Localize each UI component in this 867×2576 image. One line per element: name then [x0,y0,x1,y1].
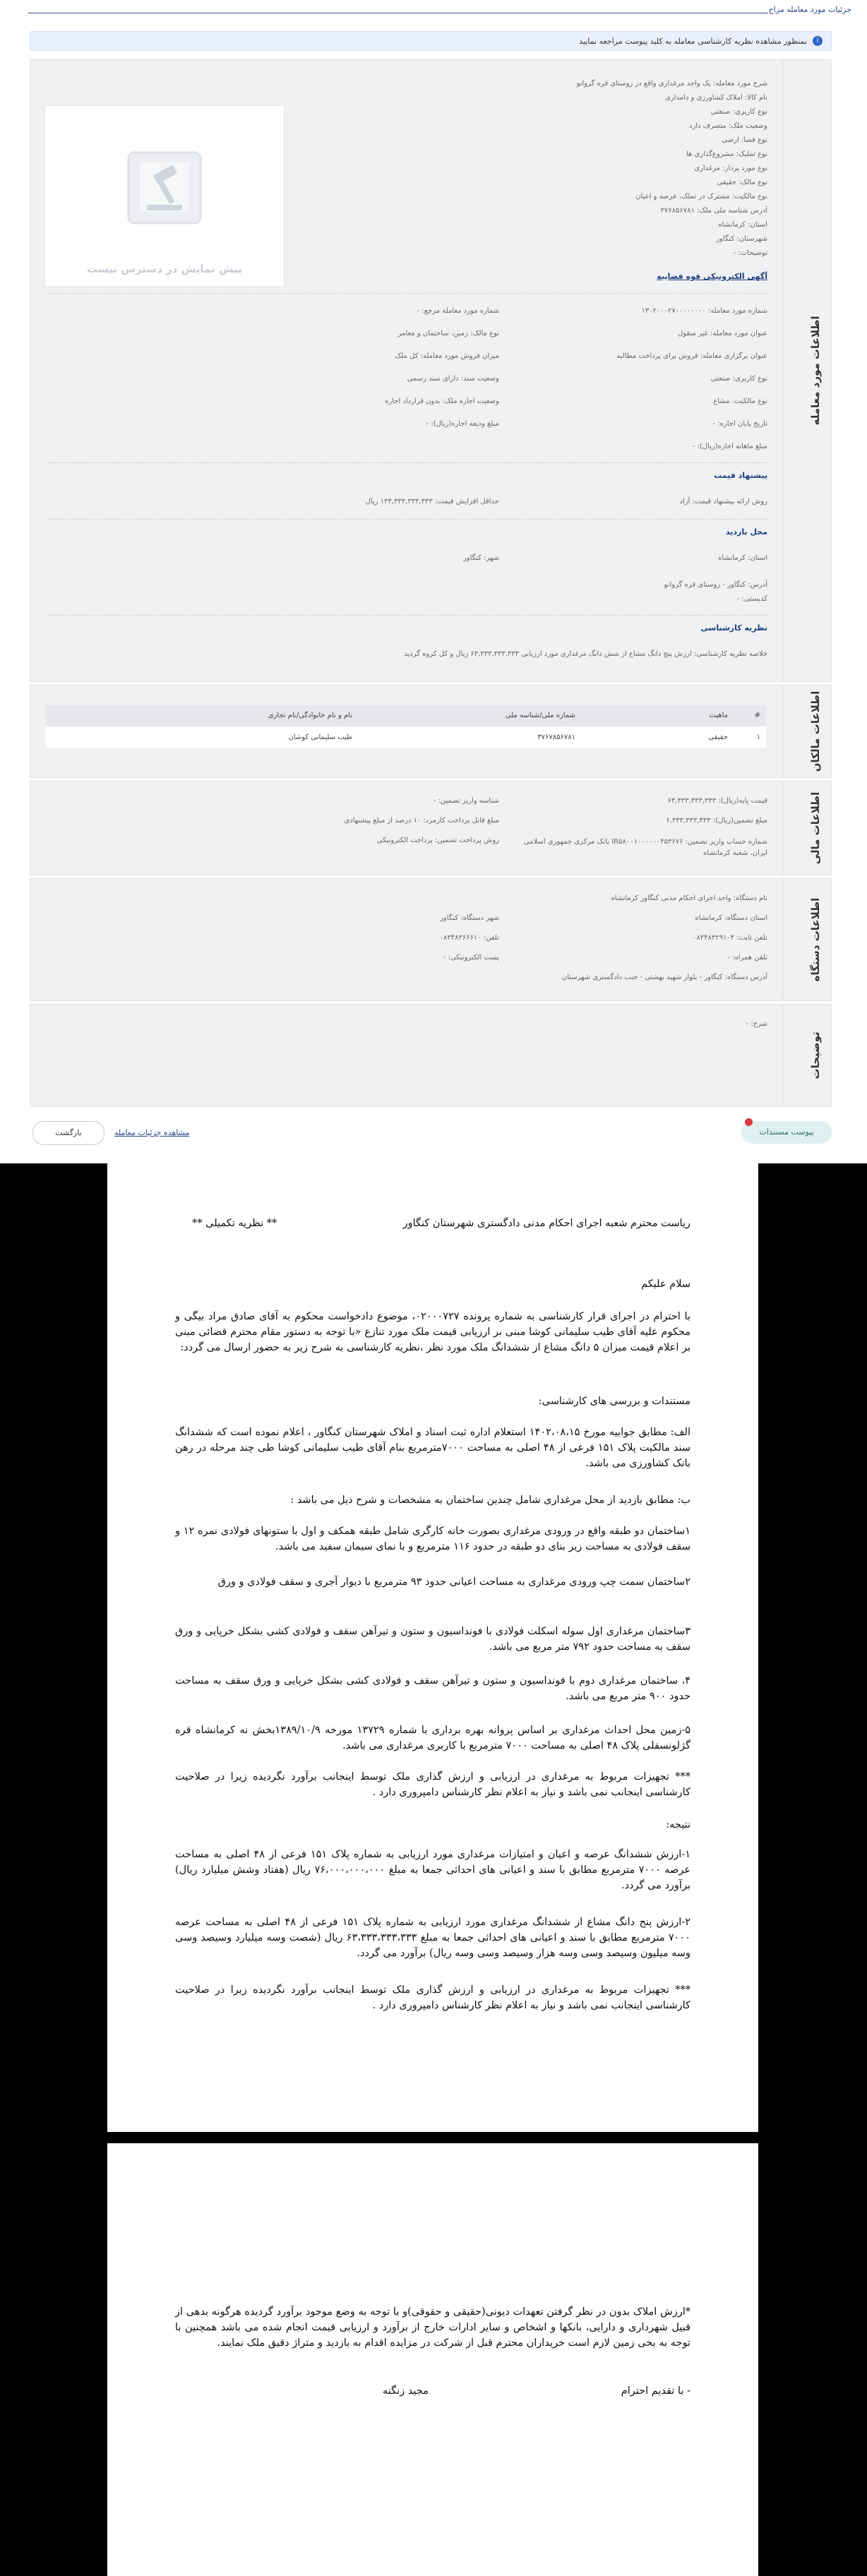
field-account: شماره حساب واریز تضمین: IR۵۸۰۰۱۰۰۰۰۰۰۴۵۳۶۷۶ بانک مرکزی جمهوری اسلامی ایران، شعبه کرمانشاه [523,838,767,857]
doc-result-1: ۱-ارزش ششدانگ عرصه و اعیان و امتیازات مرغداری مورد ارزیابی به شماره پلاک ۱۵۱ فرعی از ۴۸ اصلی به مساحت عرصه ۷۰۰۰ مترمربع مطابق با سند و اعیانی های احداثی جمعا به مبلغ ۷۶،۰۰۰،۰۰۰،۰۰۰ ریال (هفتاد وشش میلیارد ریال) برآورد می گردد. [175,1849,691,1891]
document-viewer[interactable] [0,1163,867,2576]
field-lease-status: وضعیت اجاره ملک: بدون قرارداد اجاره [385,397,499,405]
owners-table [46,705,766,748]
document-page-2 [107,2143,758,2576]
doc-item-3: ۳ساختمان مرغداری اول سوله اسکلت فولادی با فونداسیون و ستون و تیرآهن سقف و فولادی کشی بشکل خرپایی و ورق سقف به مساحت حدود ۷۹۲ متر مربع می باشد. [175,1626,690,1653]
doc-item-1: ۱ساختمان دو طبقه واقع در ورودی مرغداری بصورت خانه کارگری شامل طبقه همکف و اول با ستونهای فولادی نمره ۱۲ و سقف فولادی به مساحت زیر بنای دو طبقه در حدود ۱۱۶ مترمربع و با نمای سیمان سفید می باشد. [175,1526,690,1552]
divider [47,293,767,294]
field-landline: تلفن ثابت: ۰۸۳۴۸۳۲۹۱۰۳ [692,934,767,942]
field-agency-city: شهر دستگاه: کنگاور [440,914,499,922]
field-lease-end: تاریخ پایان اجاره: - [712,420,767,428]
notes-panel [30,1004,832,1107]
field-deal-number: شماره مورد معامله: ۱۳۰۲۰۰۰۲۷۰۰۰۰۰۰۰۰ [641,307,767,315]
desc-line: نوع مالکیت: مشترک در تملک، عرصه و اعیان [635,193,767,200]
field-visit-city: شهر: کنگاور [462,554,499,562]
field-guarantee: مبلغ تضمین(ریال): ۶,۳۳۳,۳۳۳,۳۳۳ [666,817,767,825]
divider [47,615,767,616]
owners-tab: اطلاعات مالکان [782,685,831,777]
attachments-button[interactable] [741,1121,832,1144]
page-title: جزئیات مورد معامله مزاج [768,5,851,14]
table-header [46,705,766,726]
info-notice [30,31,832,51]
doc-header-left: ** نظریه تکمیلی ** [192,1218,277,1229]
field-owner-type: نوع مالک: زمین، ساختمان و معامر [397,330,499,337]
doc-section-evidence: مستندات و بررسی های کارشناسی: [538,1396,690,1407]
doc-item-4: ۴، ساختمان مرغداری دوم با فونداسیون و ستون و تیرآهن سقف و فولادی کشی بشکل خرپایی و ورق سقف به مساحت حدود ۹۰۰ متر مربع می باشد. [175,1675,690,1702]
financial-panel [30,781,832,875]
cell-name: طیب سلیمانی کوشان [46,726,358,749]
desc-line: نوع فضا: ارضی [722,136,767,144]
field-base-price: قیمت پایه(ریال): ۶۳,۳۳۳,۳۳۳,۳۳۳ [667,797,767,805]
field-deposit: مبلغ ودیعه اجاره(ریال): - [426,420,499,428]
attachments-label: پیوست مستندات [759,1127,814,1137]
doc-header-right: ریاست محترم شعبه اجرای احکام مدنی دادگستری شهرستان کنگاور [402,1218,690,1229]
field-mobile: تلفن همراه: - [727,954,767,961]
desc-line: نام کالا: املاک کشاورزی و دامداری [665,94,767,102]
desc-line: وضعیت ملک: متصرف دارد [689,122,767,130]
divider [47,462,767,463]
back-button[interactable]: بازگشت [32,1121,104,1145]
field-agency-address: آدرس دستگاه: کنگاور - بلوار شهید بهشتی - جنب دادگستری شهرستان [561,974,767,981]
divider [47,519,767,520]
doc-intro: با احترام در اجرای قرار کارشناسی به شماره پرونده ۰۲۰۰۰۷۲۷، موضوع دادخواست محکوم به آقای صادق مراد بیگی و محکوم علیه آقای طیب سلیمانی کوشا مبنی بر ارزیابی قیمت ملک مورد تنازع «با توجه به دستور مقام محترم قضائی مبنی بر اعلام قیمت میزان ۵ دانگ مشاع از ششدانگ ملک مورد نظر ،نظریه کارشناسی به شرح زیر به حضور ارسال می گردد: [175,1311,690,1353]
agency-tab: اطلاعات دستگاه [782,879,831,1000]
document-page-1 [107,1163,758,2132]
notes-tab: توضیحات [782,1005,831,1106]
doc-equipment-note: *** تجهیزات مربوط به مرغداری در ارزیابی و ارزش گذاری ملک توسط اینجانب برآورد نگردیده زیرا در صلاحیت کارشناسی اینجانب نمی باشد و نیاز به اعلام نظر کارشناس دامپروری دارد . [175,1771,690,1798]
notice-text: بمنظور مشاهده نظریه کارشناسی معامله به کلید پیوست مراجعه نمایید [579,37,807,46]
desc-line: توضیحات: - [733,249,767,257]
cell-type: حقیقی [581,726,734,749]
field-visit-address: آدرس: کنگاور - روستای قره گروانو [664,581,767,589]
field-phone: تلفن: ۰۸۳۴۸۳۶۶۶۱۰ [439,934,499,942]
gavel-icon [123,148,206,227]
doc-signature-name: مجید زنگنه [383,2385,429,2397]
field-deed-status: وضعیت سند: دارای سند رسمی [407,375,499,383]
image-placeholder [44,105,285,287]
field-min-increase: حداقل افزایش قیمت: ۱۳۳,۳۳۳,۳۳۳,۳۳۳ ریال [365,498,499,505]
visit-section-title: محل بازدید [725,527,767,537]
cell-national-id: ۳۷۶۷۸۵۶۷۸۱ [358,726,581,749]
field-deal-reason: عنوان برگزاری معامله: فروش برای پرداخت مطالبه [616,352,767,360]
agency-panel [30,878,832,1001]
top-bar [0,0,867,20]
ad-link[interactable]: آگهی الکترونیکی قوه قضاییه [657,272,767,281]
owners-panel [30,685,832,778]
field-agency-province: استان دستگاه: کرمانشاه [695,914,767,922]
doc-greeting: سلام علیکم [641,1278,690,1290]
field-fee: مبلغ قابل پرداخت کارمزد: ۱۰ درصد از مبلغ پیشنهادی [344,817,499,825]
field-ref-number: شماره مورد معامله مرجع: - [417,307,499,315]
table-row [46,726,766,749]
col-national-id: شماره ملی/شناسه ملی [358,705,581,726]
field-visit-province: استان: کرمانشاه [718,554,767,562]
desc-line: نوع مالک: حقیقی [717,179,767,186]
field-agency-name: نام دستگاه: واحد اجرای احکام مدنی کنگاور کرمانشاه [611,894,767,902]
desc-line: استان: کرمانشاه [718,221,767,229]
doc-disclaimer: *ارزش املاک بدون در نظر گرفتن تعهدات دیونی(حقیقی و حقوقی)و با توجه به وضع موجود برآورد گردیده هرگونه بدهی از قبیل شهرداری و دارایی، بانکها و اشخاص و سایر ادارات خارج از برآورد و ارزیابی قیمت انجام شده می باشد همچنین با توجه به بخی زمین لازم است خریداران محترم قبل از شرکت در مزایده اقدام به بازدید و متراژ دقیق ملک نمایند. [175,2306,690,2349]
desc-line: نوع کاربری: صنعتی [710,108,767,116]
col-index: # [734,705,766,726]
offer-section-title: پیشنهاد قیمت [714,471,767,480]
field-monthly-rent: مبلغ ماهانه اجاره(ریال): - [692,443,767,450]
doc-para-be: ب: مطابق بازدید از محل مرغداری شامل چندین ساختمان به مشخصات و شرح ذیل می باشد : [290,1494,690,1506]
field-expert-summary: خلاصه نظریه کارشناسی: ارزش پنج دانگ مشاع از شش دانگ مرغداری مورد ارزیابی ۶۳,۳۳۳,۳۳۳,۳۳۳ ریال و کل کروه گردید [404,650,767,658]
financial-tab: اطلاعات مالی [782,781,831,875]
field-pay-method: روش پرداخت تضمین: پرداخت الکترونیکی [376,837,499,844]
field-deal-title: عنوان مورد معامله: غیر منقول [677,330,767,337]
field-ownership: نوع مالکیت: مشاع [713,397,767,405]
image-caption: پیش نمایش در دسترس نیست [87,263,242,275]
field-notes: شرح: - [746,1020,767,1028]
field-email: پست الکترونیکی: - [443,954,499,961]
doc-item-5: ۵-زمین محل احداث مرغداری بر اساس پروانه بهره برداری با شماره ۱۳۷۲۹ مورخه ۱۳۸۹/۱۰/۹بخش نه کرمانشاه قره گژلونسفلی پلاک ۴۸ اصلی به مساحت ۷۰۰۰ مترمربع با کاربری مرغداری می باشد. [175,1725,691,1751]
info-icon: i [813,36,823,46]
doc-para-alef: الف: مطابق جوابیه مورخ ۱۴۰۲،۰۸،۱۵ استعلام اداره ثبت اسناد و املاک شهرستان کنگاور ، اعلام نموده است که ششدانگ سند مالکیت پلاک ۱۵۱ فرعی از ۴۸ اصلی به مساحت ۷۰۰۰مترمربع بنام آقای طیب سلیمانی کوشا طی چند مرحله در رهن بانک کشاورزی می باشد. [175,1427,690,1469]
desc-line: نوع تملیک: مشروع‌گذاری ها [686,150,767,158]
expert-section-title: نظریه کارشناسی [700,623,767,633]
cell-index: ۱ [734,726,766,749]
deal-info-panel [30,59,832,682]
doc-result-2: ۲-ارزش پنج دانگ مشاع از ششدانگ مرغداری مورد ارزیابی به شماره پلاک ۱۵۱ فرعی از ۴۸ اصلی به مساحت عرصه ۷۰۰۰ مترمربع مطابق با سند و اعیانی های احداثی جمعا به مبلغ ۶۳،۳۳۳،۳۳۳،۳۳۳ ریال (شصت وسه میلیارد وسیصد وسی وسه میلیون وسیصد وسی وسه هزار وسیصد وسی وسه ریال) برآورد می گردد. [175,1917,691,1959]
doc-closing: - با تقدیم احترام [621,2385,690,2397]
doc-equipment-note-2: *** تجهیزات مربوط به مرغداری در ارزیابی و ارزش گذاری ملک توسط اینجانب برآورد نگردیده زیرا در صلاحیت کارشناسی اینجانب نمی باشد و نیاز به اعلام نظر کارشناس دامپروری دارد . [175,1984,690,2011]
field-sale-share: میزان فروش مورد معامله: کل ملک [395,352,499,360]
desc-line: شهرستان: کنگاور [716,235,767,243]
deal-info-tab: اطلاعات مورد معامله [782,60,831,681]
desc-line: نوع مورد پرداز: مرغداری [694,164,767,172]
doc-item-2: ۲ساختمان سمت چپ ورودی مرغداری به مساحت اعیانی حدود ۹۳ مترمربع با دیوار آجری و سقف فولادی و ورق [217,1576,690,1588]
field-usage: نوع کاربری: صنعتی [710,375,767,383]
doc-result-heading: نتیجه: [666,1819,690,1831]
field-postal-code: کدپستی: - [736,595,767,603]
notification-badge [745,1118,753,1126]
field-offer-method: روش ارائه پیشنهاد قیمت: آزاد [679,498,767,505]
desc-line: شرح مورد معامله: یک واحد مرغداری واقع در روستای قره گروانو [576,80,767,88]
deal-details-link[interactable]: مشاهده جزئیات معامله [114,1128,190,1137]
col-name: نام و نام خانوادگی/نام تجاری [46,705,358,726]
field-deposit-id: شناسه واریز تضمین: - [433,797,499,805]
col-type: ماهیت [581,705,734,726]
desc-line: آدرس شناسه ملی ملک: ۳۷۶۸۵۶۷۸۱ [660,207,767,215]
